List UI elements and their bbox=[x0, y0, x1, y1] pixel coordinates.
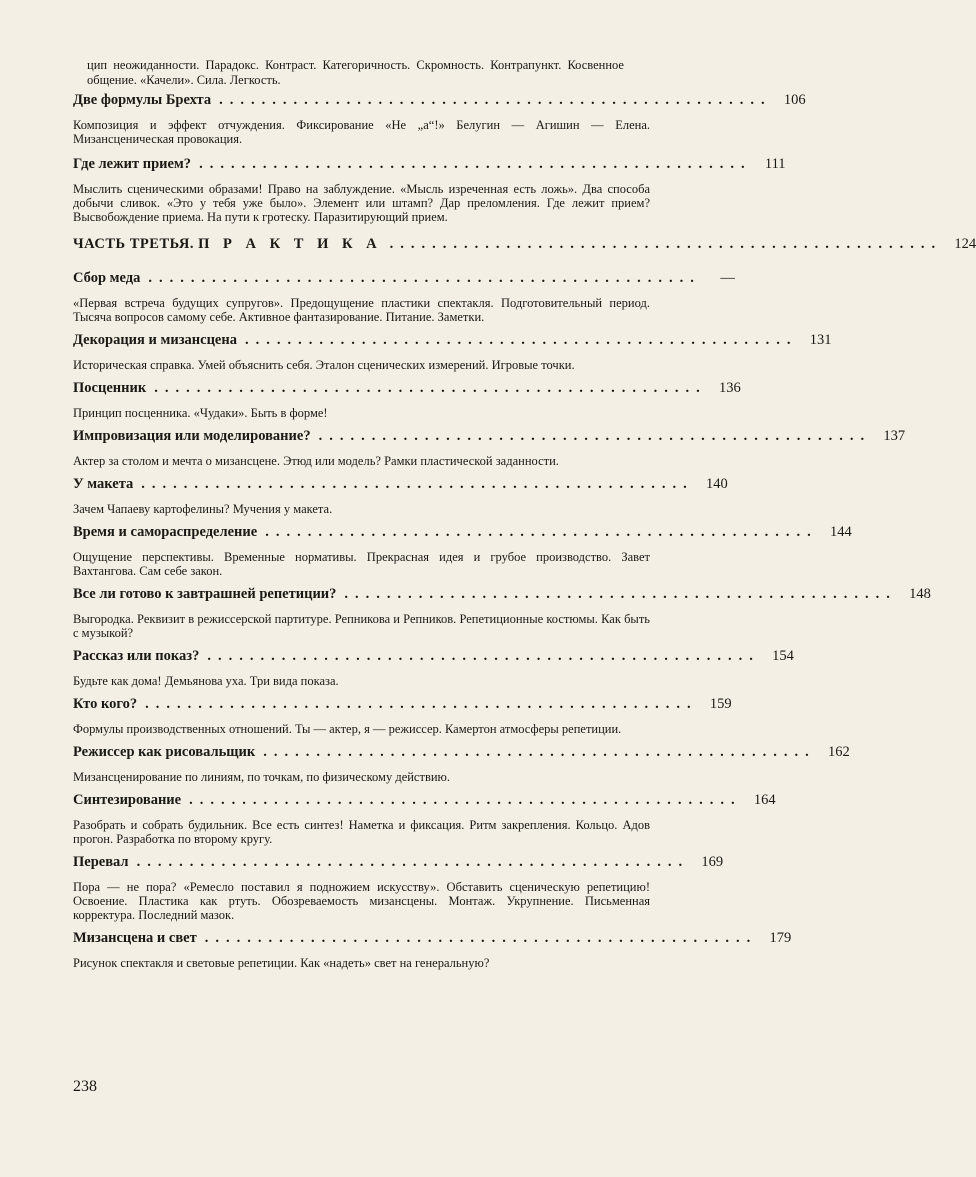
table-of-contents bbox=[73, 92, 976, 970]
part-title-label: ЧАСТЬ ТРЕТЬЯ. bbox=[73, 236, 195, 252]
toc-entry-description: Выгородка. Реквизит в режиссерской партитуре. Репникова и Репников. Репетиционные костюмы. Как быть с музыкой? bbox=[73, 612, 650, 640]
continued-description: цип неожиданности. Парадокс. Контраст. Категоричность. Скромность. Контрапункт. Косвенное общение. «Качели». Сила. Легкость. bbox=[87, 58, 624, 87]
toc-entry-page: 111 bbox=[764, 156, 786, 172]
toc-entry bbox=[73, 792, 776, 846]
toc-entry-page: 179 bbox=[769, 930, 792, 946]
toc-entry-title: Посценник bbox=[73, 380, 147, 396]
leader-dots: .................................................... bbox=[263, 744, 816, 760]
toc-entry-heading bbox=[73, 476, 728, 498]
toc-entry-description: Ощущение перспективы. Временные нормативы. Прекрасная идея и грубое производство. Завет Вахтангова. Сам себе закон. bbox=[73, 550, 650, 578]
toc-entry-title: Импровизация или моделирование? bbox=[73, 428, 311, 444]
toc-entry-heading bbox=[73, 744, 850, 766]
toc-entry-page: — bbox=[720, 270, 735, 286]
leader-dots: .................................................... bbox=[244, 332, 798, 348]
page-number: 238 bbox=[73, 1078, 97, 1095]
leader-dots: .................................................... bbox=[141, 476, 694, 492]
toc-entry-page: 148 bbox=[909, 586, 931, 602]
toc-entry-heading bbox=[73, 380, 741, 402]
toc-entry-description: Формулы производственных отношений. Ты — актер, я — режиссер. Камертон атмосферы репетиции. bbox=[73, 722, 622, 736]
toc-entry-description: Зачем Чапаеву картофелины? Мучения у макета. bbox=[73, 502, 333, 516]
part-title bbox=[73, 236, 382, 253]
leader-dots: .................................................... bbox=[207, 648, 760, 664]
toc-entry-description: Будьте как дома! Демьянова уха. Три вида показа. bbox=[73, 674, 339, 688]
leader-dots: .................................................... bbox=[265, 524, 818, 540]
toc-entry-description: Мизансценирование по линиям, по точкам, по физическому действию. bbox=[73, 770, 451, 784]
toc-entry-page: 154 bbox=[772, 648, 794, 664]
toc-entry-heading bbox=[73, 648, 794, 670]
toc-entry-heading bbox=[73, 236, 976, 258]
toc-entry-heading bbox=[73, 854, 724, 876]
toc-entry-page: 140 bbox=[706, 476, 728, 492]
toc-entry-page: 144 bbox=[829, 524, 852, 540]
toc-entry-title: Все ли готово к завтрашней репетиции? bbox=[73, 586, 337, 602]
toc-entry bbox=[73, 696, 732, 736]
toc-entry bbox=[73, 854, 724, 922]
toc-entry bbox=[73, 586, 931, 640]
leader-dots: .................................................... bbox=[344, 586, 897, 602]
toc-entry-title: Мизансцена и свет bbox=[73, 930, 197, 946]
toc-entry-page: 164 bbox=[753, 792, 776, 808]
toc-entry-description: Композиция и эффект отчуждения. Фиксирование «Не „а“!» Белугин — Агишин — Елена. Мизансценическая провокация. bbox=[73, 118, 650, 146]
toc-entry-page: 106 bbox=[783, 92, 806, 108]
toc-entry-description: Пора — не пора? «Ремесло поставил я подножием искусству». Обставить сценическую репетицию! Освоение. Пластика как ртуть. Обозреваемость мизансцены. Монтаж. Укрупнение. Письменная корректура. Последний мазок. bbox=[73, 880, 650, 922]
toc-entry bbox=[73, 648, 794, 688]
toc-entry-heading bbox=[73, 428, 906, 450]
leader-dots: .................................................... bbox=[389, 236, 943, 252]
toc-entry-title: Где лежит прием? bbox=[73, 156, 192, 172]
toc-entry-title: Сбор меда bbox=[73, 270, 141, 286]
toc-entry-heading bbox=[73, 524, 852, 546]
toc-entry-title: Перевал bbox=[73, 854, 129, 870]
leader-dots: .................................................... bbox=[219, 92, 772, 108]
toc-entry-title: Время и самораспределение bbox=[73, 524, 258, 540]
toc-entry-description: Историческая справка. Умей объяснить себя. Эталон сценических измерений. Игровые точки. bbox=[73, 358, 575, 372]
leader-dots: .................................................... bbox=[199, 156, 752, 172]
part-title-name: П Р А К Т И К А bbox=[198, 236, 382, 252]
leader-dots: .................................................... bbox=[136, 854, 690, 870]
toc-entry bbox=[73, 930, 792, 970]
toc-entry-page: 136 bbox=[718, 380, 741, 396]
toc-entry-description: Принцип посценника. «Чудаки». Быть в форме! bbox=[73, 406, 328, 420]
toc-entry-heading bbox=[73, 792, 776, 814]
toc-entry-description: «Первая встреча будущих супругов». Предощущение пластики спектакля. Подготовительный период. Тысяча вопросов самому себе. Активное фантазирование. Питание. Заметки. bbox=[73, 296, 650, 324]
toc-entry-description: Рисунок спектакля и световые репетиции. Как «надеть» свет на генеральную? bbox=[73, 956, 490, 970]
toc-entry-title: Две формулы Брехта bbox=[73, 92, 212, 108]
toc-part-heading bbox=[73, 236, 976, 258]
toc-entry bbox=[73, 156, 786, 224]
toc-entry bbox=[73, 428, 906, 468]
toc-entry-title: Режиссер как рисовальщик bbox=[73, 744, 256, 760]
toc-entry bbox=[73, 270, 735, 324]
toc-entry bbox=[73, 524, 852, 578]
toc-entry-heading bbox=[73, 696, 732, 718]
toc-entry-heading bbox=[73, 332, 832, 354]
toc-entry-page: 159 bbox=[709, 696, 732, 712]
leader-dots: .................................................... bbox=[204, 930, 758, 946]
toc-entry-heading bbox=[73, 930, 792, 952]
toc-entry-title: Декорация и мизансцена bbox=[73, 332, 237, 348]
toc-entry bbox=[73, 744, 850, 784]
toc-entry-description: Актер за столом и мечта о мизансцене. Этюд или модель? Рамки пластической заданности. bbox=[73, 454, 559, 468]
toc-entry-title: У макета bbox=[73, 476, 134, 492]
toc-entry-page: 124 bbox=[954, 236, 976, 252]
toc-entry-page: 131 bbox=[809, 332, 832, 348]
toc-entry bbox=[73, 92, 806, 146]
toc-entry bbox=[73, 332, 832, 372]
toc-entry-title: Кто кого? bbox=[73, 696, 138, 712]
toc-entry-heading bbox=[73, 156, 786, 178]
leader-dots: .................................................... bbox=[318, 428, 872, 444]
toc-entry-title: Рассказ или показ? bbox=[73, 648, 200, 664]
toc-entry-page: 137 bbox=[883, 428, 906, 444]
leader-dots: .................................................... bbox=[154, 380, 707, 396]
toc-entry bbox=[73, 476, 728, 516]
toc-entry-heading bbox=[73, 586, 931, 608]
toc-entry-title: Синтезирование bbox=[73, 792, 182, 808]
toc-entry-description: Разобрать и собрать будильник. Все есть синтез! Наметка и фиксация. Ритм закрепления. Кольцо. Адов прогон. Разработка по второму кругу. bbox=[73, 818, 650, 846]
toc-entry-description: Мыслить сценическими образами! Право на заблуждение. «Мысль изреченная есть ложь». Два способа добычи сливок. «Это у тебя уже было». Элемент или штамп? Дар преломления. Где лежит прием? Высвобождение приема. На пути к гротеску. Паразитирующий прием. bbox=[73, 182, 650, 224]
leader-dots: .................................................... bbox=[145, 696, 698, 712]
toc-entry-page: 169 bbox=[701, 854, 724, 870]
toc-entry-heading bbox=[73, 92, 806, 114]
toc-entry-heading bbox=[73, 270, 735, 292]
toc-entry bbox=[73, 380, 741, 420]
leader-dots: .................................................... bbox=[148, 270, 701, 286]
toc-entry-page: 162 bbox=[827, 744, 850, 760]
leader-dots: .................................................... bbox=[189, 792, 742, 808]
